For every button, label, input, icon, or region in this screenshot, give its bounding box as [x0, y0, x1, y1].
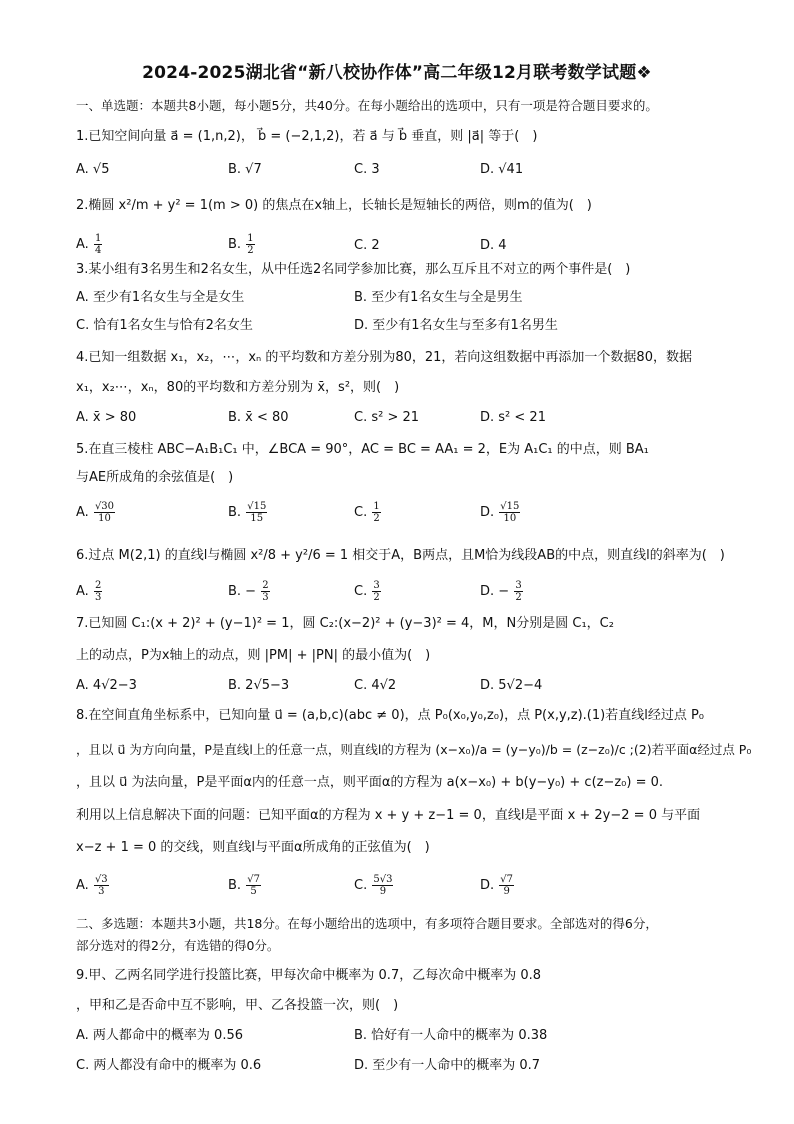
q8-option-c-label: C. — [354, 878, 368, 893]
q6-option-a — [76, 580, 103, 603]
q8-option-a-fraction — [94, 874, 109, 897]
q9-option-b: B. 恰好有一人命中的概率为 0.38 — [354, 1028, 548, 1043]
question-3: 3.某小组有3名男生和2名女生，从中任选2名同学参加比赛，那么互斥且不对立的两个事件是( ) — [76, 262, 631, 277]
q8-option-b — [228, 874, 262, 897]
q6-option-d — [480, 580, 524, 603]
page-title: 2024-2025湖北省“新八校协作体”高二年级12月联考数学试题❖ — [142, 63, 652, 83]
numerator: 1 — [247, 233, 254, 244]
question-6: 6.过点 M(2,1) 的直线l与椭圆 x²/8 + y²/6 = 1 相交于A，B两点，且M恰为线段AB的中点，则直线l的斜率为( ) — [76, 548, 725, 563]
denominator: 9 — [503, 886, 510, 897]
q2-option-b — [228, 233, 256, 256]
denominator: 15 — [250, 513, 264, 524]
question-9-line-2: ，甲和乙是否命中互不影响，甲、乙各投篮一次，则( ) — [76, 998, 399, 1013]
q6-option-b-label: B. − — [228, 584, 257, 599]
q7-option-c: C. 4√2 — [354, 678, 397, 693]
q2-option-b-label: B. — [228, 237, 242, 252]
denominator: 3 — [262, 592, 269, 603]
denominator: 2 — [515, 592, 522, 603]
question-8-line-2: ，且以 u⃗ 为方向向量，P是直线l上的任意一点，则直线l的方程为 (x−x₀)/a = (y−y₀)/b = (z−z₀)/c ;(2)若平面α经过点 P₀ — [76, 742, 752, 757]
question-2: 2.椭圆 x²/m + y² = 1(m > 0) 的焦点在x轴上，长轴长是短轴长的两倍，则m的值为( ) — [76, 198, 592, 213]
denominator: 4 — [94, 245, 102, 256]
q3-option-b: B. 至少有1名女生与全是男生 — [354, 290, 523, 305]
q1-option-d: D. √41 — [480, 162, 524, 177]
q8-option-a-label: A. — [76, 878, 89, 893]
q8-option-d — [480, 874, 515, 897]
q6-option-d-fraction — [514, 580, 522, 603]
q6-option-c-label: C. — [354, 584, 368, 599]
numerator: √7 — [500, 874, 514, 885]
q5-option-b — [228, 501, 268, 524]
q5-option-a-label: A. — [76, 505, 89, 520]
question-8-line-5: x−z + 1 = 0 的交线，则直线l与平面α所成角的正弦值为( ) — [76, 840, 430, 855]
q6-option-a-label: A. — [76, 584, 89, 599]
question-7-line-2: 上的动点，P为x轴上的动点，则 |PM| + |PN| 的最小值为( ) — [76, 648, 431, 663]
q8-option-b-label: B. — [228, 878, 242, 893]
q3-option-c: C. 恰有1名女生与恰有2名女生 — [76, 318, 253, 333]
q1-option-b: B. √7 — [228, 162, 262, 177]
q9-option-d: D. 至少有一人命中的概率为 0.7 — [354, 1058, 541, 1073]
q2-option-a-label: A. — [76, 237, 89, 252]
denominator: 2 — [373, 592, 380, 603]
q1-option-c: C. 3 — [354, 162, 380, 177]
q4-option-b: B. x̄ < 80 — [228, 410, 289, 425]
numerator: 3 — [515, 580, 522, 591]
q9-option-a: A. 两人都命中的概率为 0.56 — [76, 1028, 244, 1043]
denominator: 10 — [98, 513, 111, 524]
q8-option-c-fraction — [372, 874, 393, 897]
q4-option-c: C. s² > 21 — [354, 410, 420, 425]
section-multiple-choice-line-1: 二、多选题：本题共3小题，共18分。在每小题给出的选项中，有多项符合题目要求。全部选对的得6分， — [76, 916, 658, 931]
q7-option-d: D. 5√2−4 — [480, 678, 543, 693]
q4-option-a: A. x̄ > 80 — [76, 410, 137, 425]
numerator: √15 — [500, 501, 520, 512]
q5-option-a-fraction — [94, 501, 115, 524]
q4-option-d: D. s² < 21 — [480, 410, 546, 425]
q8-option-c — [354, 874, 394, 897]
numerator: √3 — [94, 874, 108, 885]
question-8-line-1: 8.在空间直角坐标系中，已知向量 u⃗ = (a,b,c)(abc ≠ 0)，点 P₀(x₀,y₀,z₀)，点 P(x,y,z).(1)若直线l经过点 P₀ — [76, 708, 705, 723]
q6-option-b — [228, 580, 271, 603]
q7-option-a: A. 4√2−3 — [76, 678, 137, 693]
numerator: 1 — [94, 233, 102, 244]
numerator: 3 — [373, 580, 380, 591]
q7-option-b: B. 2√5−3 — [228, 678, 290, 693]
section-single-choice: 一、单选题：本题共8小题，每小题5分，共40分。在每小题给出的选项中，只有一项是符合题目要求的。 — [76, 98, 658, 113]
q5-option-d-fraction — [499, 501, 520, 524]
question-8-line-3: ，且以 u⃗ 为法向量，P是平面α内的任意一点，则平面α的方程为 a(x−x₀) + b(y−y₀) + c(z−z₀) = 0. — [76, 775, 664, 790]
question-4-line-1: 4.已知一组数据 x₁，x₂，⋯，xₙ 的平均数和方差分别为80，21，若向这组数据中再添加一个数据80，数据 — [76, 350, 692, 365]
q8-option-d-fraction — [499, 874, 514, 897]
q5-option-b-label: B. — [228, 505, 242, 520]
numerator: 5√3 — [373, 874, 393, 885]
q2-option-c: C. 2 — [354, 238, 380, 253]
numerator: √7 — [247, 874, 260, 885]
question-9-line-1: 9.甲、乙两名同学进行投篮比赛，甲每次命中概率为 0.7，乙每次命中概率为 0.8 — [76, 968, 542, 983]
denominator: 10 — [503, 513, 517, 524]
q8-option-b-fraction — [246, 874, 261, 897]
q6-option-a-fraction — [94, 580, 102, 603]
q8-option-a — [76, 874, 110, 897]
q9-option-c: C. 两人都没有命中的概率为 0.6 — [76, 1058, 262, 1073]
q5-option-d-label: D. — [480, 505, 495, 520]
q6-option-c-fraction — [372, 580, 380, 603]
q6-option-b-fraction — [261, 580, 269, 603]
q5-option-c-fraction — [372, 501, 380, 524]
numerator: √15 — [247, 501, 267, 512]
q2-option-b-fraction — [246, 233, 254, 256]
question-5-line-1: 5.在直三棱柱 ABC−A₁B₁C₁ 中，∠BCA = 90°，AC = BC = AA₁ = 2，E为 A₁C₁ 的中点，则 BA₁ — [76, 442, 649, 457]
q3-option-d: D. 至少有1名女生与至多有1名男生 — [354, 318, 558, 333]
denominator: 5 — [250, 886, 257, 897]
q2-option-a-fraction — [94, 233, 102, 256]
denominator: 2 — [247, 245, 254, 256]
q2-option-d: D. 4 — [480, 238, 507, 253]
denominator: 3 — [98, 886, 105, 897]
q5-option-a — [76, 501, 116, 524]
denominator: 2 — [373, 513, 380, 524]
numerator: 1 — [373, 501, 380, 512]
section-multiple-choice-line-2: 部分选对的得2分，有选错的得0分。 — [76, 938, 280, 953]
q5-option-c — [354, 501, 382, 524]
numerator: √30 — [94, 501, 115, 512]
question-4-line-2: x₁，x₂⋯，xₙ，80的平均数和方差分别为 x̄，s²，则( ) — [76, 380, 400, 395]
numerator: 2 — [94, 580, 102, 591]
q6-option-c — [354, 580, 382, 603]
question-1: 1.已知空间向量 a⃗ = (1,n,2)， b⃗ = (−2,1,2)，若 a⃗ 与 b⃗ 垂直，则 |a⃗| 等于( ) — [76, 129, 538, 144]
q1-option-a: A. √5 — [76, 162, 110, 177]
q5-option-c-label: C. — [354, 505, 368, 520]
denominator: 9 — [379, 886, 387, 897]
numerator: 2 — [262, 580, 269, 591]
q8-option-d-label: D. — [480, 878, 495, 893]
question-8-line-4: 利用以上信息解决下面的问题：已知平面α的方程为 x + y + z−1 = 0，直线l是平面 x + 2y−2 = 0 与平面 — [76, 808, 701, 823]
q2-option-a — [76, 233, 103, 256]
question-7-line-1: 7.已知圆 C₁:(x + 2)² + (y−1)² = 1，圆 C₂:(x−2)² + (y−3)² = 4，M，N分别是圆 C₁，C₂ — [76, 616, 614, 631]
question-5-line-2: 与AE所成角的余弦值是( ) — [76, 470, 234, 485]
q5-option-b-fraction — [246, 501, 267, 524]
denominator: 3 — [94, 592, 102, 603]
q6-option-d-label: D. − — [480, 584, 510, 599]
q3-option-a: A. 至少有1名女生与全是女生 — [76, 290, 245, 305]
q5-option-d — [480, 501, 521, 524]
